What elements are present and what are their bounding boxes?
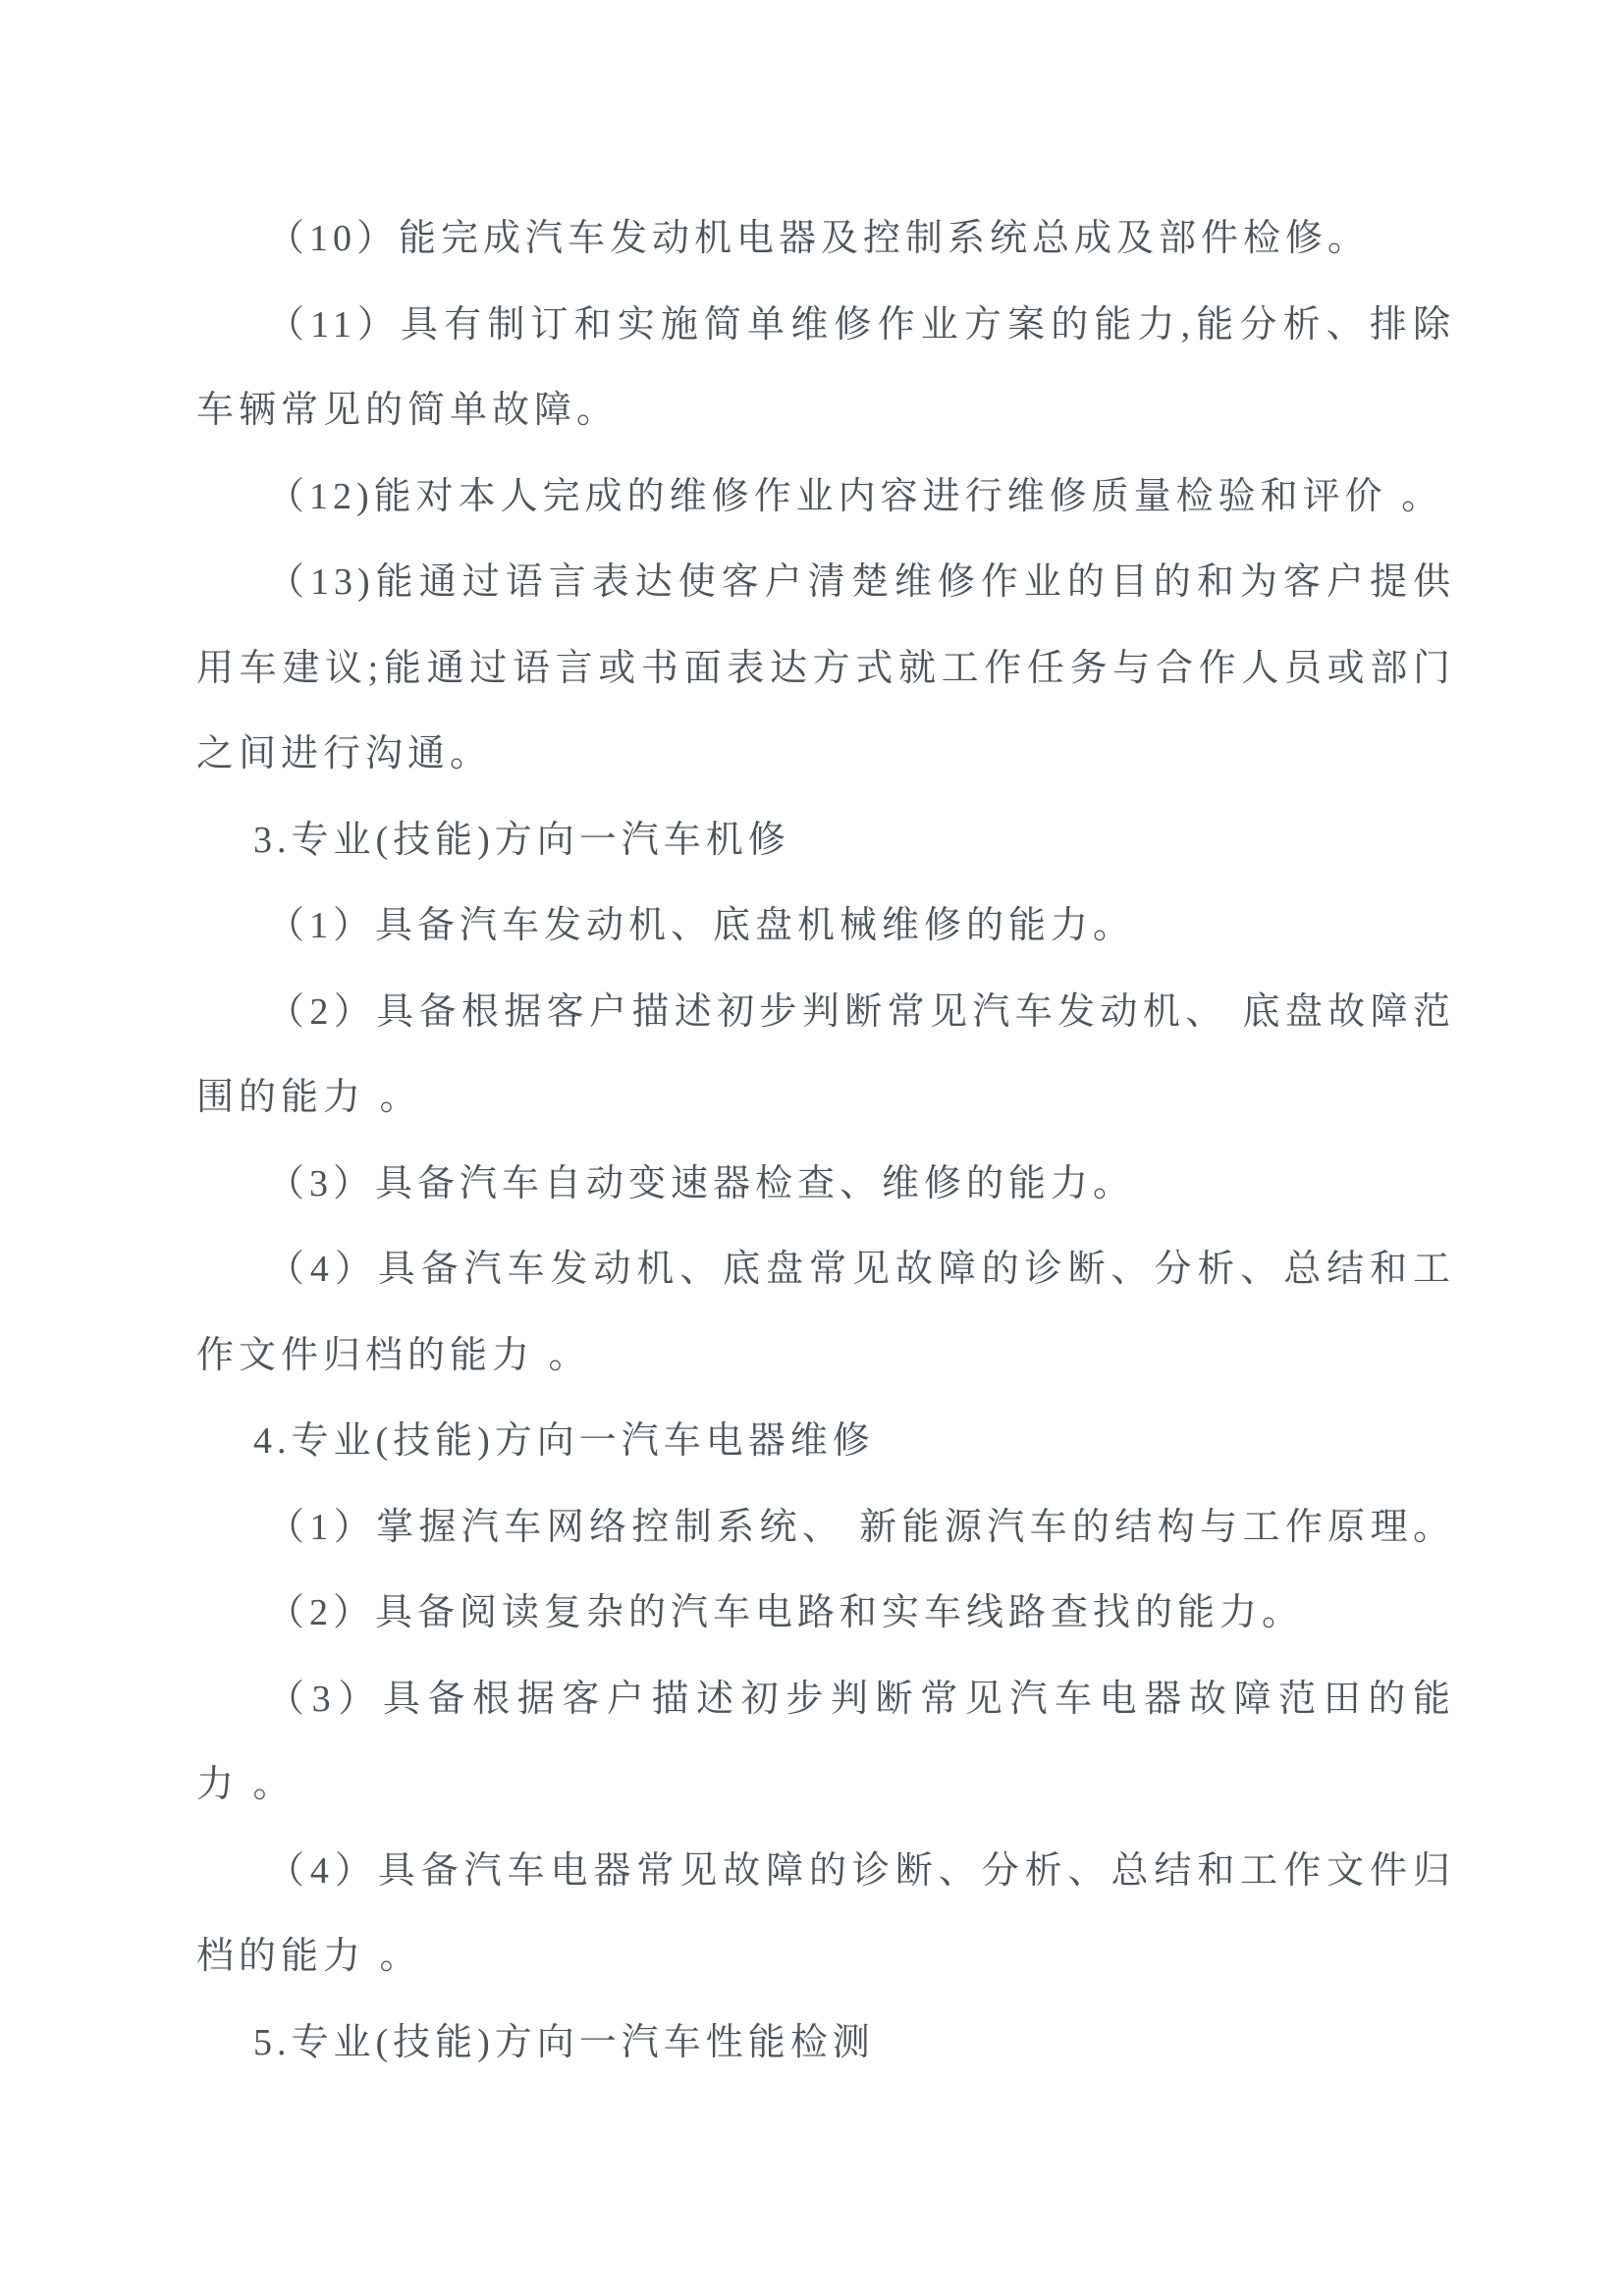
paragraph-item-13-line-2: 用车建议;能通过语言或书面表达方式就工作任务与合作人员或部门: [196, 647, 1455, 689]
section-heading-3-auto-mechanical-repair: 3.专业(技能)方向一汽车机修: [253, 819, 790, 861]
section-heading-4-auto-electrical-repair: 4.专业(技能)方向一汽车电器维修: [253, 1420, 875, 1462]
mech-item-4-line-2: 作文件归档的能力 。: [196, 1334, 591, 1376]
paragraph-item-13-line-3: 之间进行沟通。: [196, 733, 493, 774]
paragraph-item-12: （12)能对本人完成的维修作业内容进行维修质量检验和评价 。: [267, 475, 1444, 517]
elec-item-4-line-2: 档的能力 。: [196, 1936, 422, 1977]
elec-item-4-line-1: （4）具备汽车电器常见故障的诊断、分析、总结和工作文件归: [267, 1849, 1455, 1892]
elec-item-1: （1）掌握汽车网络控制系统、 新能源汽车的结构与工作原理。: [267, 1506, 1455, 1548]
paragraph-item-11-line-2: 车辆常见的简单故障。: [196, 390, 620, 431]
mech-item-1: （1）具备汽车发动机、底盘机械维修的能力。: [267, 905, 1136, 946]
section-heading-5-auto-performance-testing: 5.专业(技能)方向一汽车性能检测: [253, 2021, 875, 2063]
elec-item-3-line-1: （3）具备根据客户描述初步判断常见汽车电器故障范田的能: [267, 1678, 1455, 1720]
mech-item-2-line-1: （2）具备根据客户描述初步判断常见汽车发动机、 底盘故障范: [267, 990, 1455, 1033]
elec-item-3-line-2: 力 。: [196, 1764, 296, 1805]
elec-item-2: （2）具备阅读复杂的汽车电路和实车线路查找的能力。: [267, 1592, 1305, 1633]
paragraph-item-11-line-1: （11）具有制订和实施简单维修作业方案的能力,能分析、排除: [267, 303, 1455, 346]
mech-item-2-line-2: 围的能力 。: [196, 1077, 422, 1118]
paragraph-item-10: （10）能完成汽车发动机电器及控制系统总成及部件检修。: [267, 218, 1371, 259]
mech-item-4-line-1: （4）具备汽车发动机、底盘常见故障的诊断、分析、总结和工: [267, 1249, 1455, 1290]
document-text-block: [196, 196, 1455, 2086]
paragraph-item-13-line-1: （13)能通过语言表达使客户清楚维修作业的目的和为客户提供: [267, 561, 1455, 603]
mech-item-3: （3）具备汽车自动变速器检查、维修的能力。: [267, 1162, 1136, 1204]
